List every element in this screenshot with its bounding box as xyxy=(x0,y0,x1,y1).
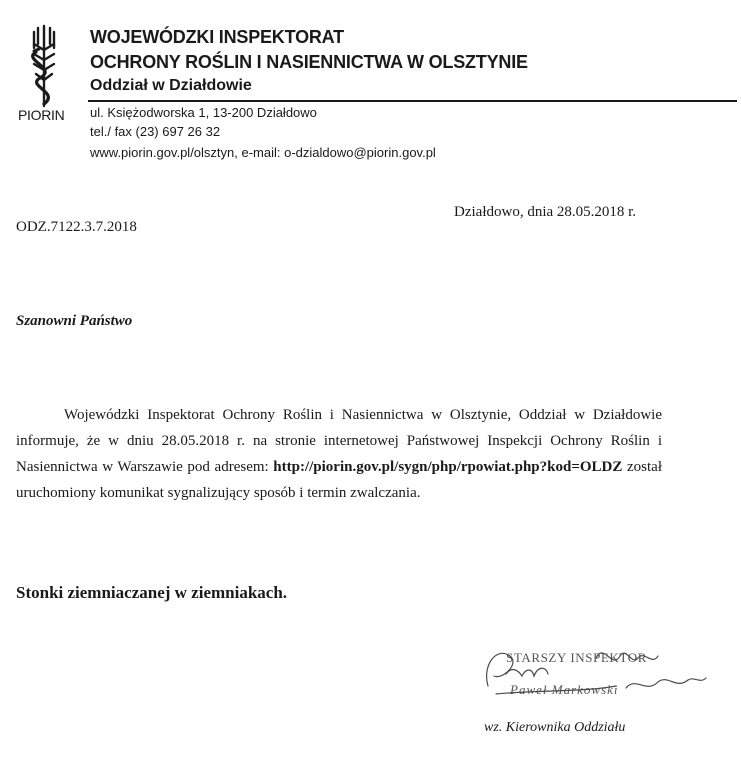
salutation: Szanowni Państwo xyxy=(16,313,133,329)
closing-subject: Stonki ziemniaczanej w ziemniakach. xyxy=(16,583,288,602)
handwritten-signature xyxy=(476,636,716,716)
body-url-link[interactable]: http://piorin.gov.pl/sygn/php/rpowiat.php?kod=OLDZ xyxy=(273,459,623,475)
stamp-title: STARSZY INSPEKTOR xyxy=(506,650,647,665)
organization-name-line2: OCHRONY ROŚLIN I NASIENNICTWA W OLSZTYNIE xyxy=(90,52,528,72)
phone-line: tel./ fax (23) 697 26 32 xyxy=(90,124,221,139)
organization-name-line1: WOJEWÓDZKI INSPEKTORAT xyxy=(90,27,344,47)
division-name: Oddział w Działdowie xyxy=(90,77,252,94)
stamp-name: Paweł Markowski xyxy=(510,682,619,697)
header-divider xyxy=(88,100,737,102)
web-email-line[interactable]: www.piorin.gov.pl/olsztyn, e-mail: o-dzialdowo@piorin.gov.pl xyxy=(90,145,436,160)
body-text-part2: został uruchomiony komunikat sygnalizujący sposób i termin zwalczania. xyxy=(16,459,662,501)
signatory-role: wz. Kierownika Oddziału xyxy=(484,720,626,735)
wheat-serpent-icon xyxy=(14,22,74,112)
body-text-part1: Wojewódzki Inspektorat Ochrony Roślin i Nasiennictwa w Olsztynie, Oddział w Działdowie informuje, że w dniu 28.05.2018 r. na stronie internetowej Państwowej Inspekcji Ochrony Roślin i Nasiennictwa w Warszawie pod adresem: xyxy=(16,407,662,475)
place-date: Działdowo, dnia 28.05.2018 r. xyxy=(454,204,637,220)
reference-number: ODZ.7122.3.7.2018 xyxy=(16,219,137,235)
address-line: ul. Księżodworska 1, 13-200 Działdowo xyxy=(90,105,317,120)
letter-body xyxy=(16,402,662,506)
logo-text: PIORIN xyxy=(18,107,65,123)
